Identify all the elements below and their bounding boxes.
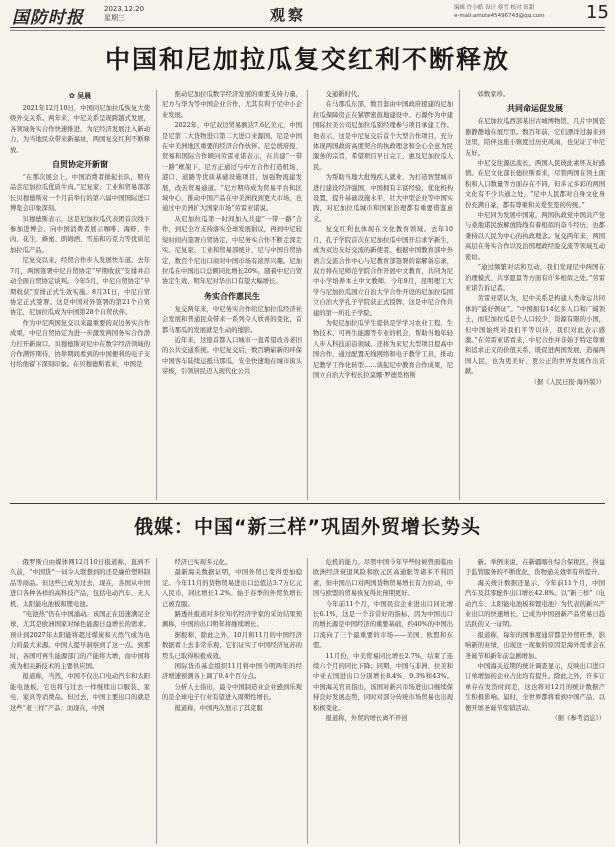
- paragraph: 俄罗斯自由媒体网12月10日报道称，直到不久前，“中国货”一词令人联想到的还是廉价塑料制品等商品。但这些已成为过去，现在，各国从中国进口各种各样的高科技产品，包括电动汽车、无人机、太阳能电池板和锂电池。: [10, 559, 150, 608]
- paragraph: 贝穆德斯表示，这是尼加拉瓜代表团首次线下参加进博会，向中国消费者展示咖啡、海虾、牛肉、花生、蜂蜜、朗姆酒、雪茄和巧克力等优质尼加拉瓜产品。: [10, 215, 150, 254]
- paragraph: 推动尼加拉瓜数字经济发展的重要支持力量，尼方与华为等中国企业合作，尤其有利于尼中小企业发展。: [162, 91, 302, 119]
- editor-credits: [454, 4, 574, 20]
- column-divider: [156, 90, 157, 500]
- subheading: 务实合作惠民生: [204, 291, 260, 301]
- article1-headline: 中国和尼加拉瓜复交红利不断释放: [104, 45, 510, 74]
- editor-email: e-mail:amote45496743@qq.com: [454, 13, 545, 19]
- paragraph: 从尼加拉瓜第一时间加入共建“一带一路”合作，到尼全方支持落实全球发展倡议，再到中尼较短时间内签署自贸协定，中尼务实合作不断走深走实。尼复家、工业和贸易部统计，尼与中国自贸协定，数百个尼出口商对中国市场有浓厚兴趣。尼加拉瓜在中国出口总额同比增长20%，随着中尼自贸协定生效，明年尼对华出口有望大幅增长。: [162, 215, 302, 286]
- paragraph: 海关统计数据还显示，今年前11个月，中国汽车及其零配件出口增长42.8%。以“新三样”（电动汽车、太阳能电池板和锂电池）为代表的新兴产业出口的快速增长，已成为中国创新产品贸易日趋活跃的又一证明。: [465, 579, 605, 629]
- article1-column-1: [10, 90, 150, 500]
- subheading: 共同命运促发展: [507, 104, 563, 114]
- article1-author: ✿ 吴晨: [68, 92, 92, 100]
- paragraph: 新。举例来说，在新疆喀什综合保税区，得益于监管服务的不断优化，货物通关效率有所提升。: [465, 559, 605, 577]
- paragraph: 复交红利也体现在文化教育领域。去年10月，孔子学院首次在尼加拉瓜中国开启求学新生，成为双边友好交流的新使者。根据中国教育部中外语言交流合作中心与尼教育部签署的谅解备忘录，双方将在尼师范学院合作开展中文教育，共同为尼中小学培养本土中文教师。今年9月，昆明理工大学与尼加拉瓜国立自治大学合作开设的尼加拉瓜国立自治大学孔子学院获正式授牌，这是中尼合作共建的第一所孔子学院。: [313, 226, 453, 317]
- source-credit: （据《人民日报·海外版》）: [530, 378, 605, 386]
- article2-column-1: [10, 558, 150, 844]
- paragraph: 报道称，当然，中国不仅出口电动汽车和太阳能电池板，它也将与过去一样继续出口服装、家电、家具等消费品。但过去，中国主要出口的就是这些“老三样”产品；而现在，中国: [10, 673, 150, 712]
- paragraph: 据报称，除此之外，10月和11月的中国经济数据看上去非常乐观，它们证实了中国经济复苏的势头已取得积极成效。: [162, 631, 302, 660]
- paragraph: “电池热”仍在中国涌动。该国正在迅速满足全球，尤其是欧洲国家对绿色能源日益增长的需求。预计到2027年太阳能将超过煤炭和天然气成为电力的最大来源。中国人提早洞察到了这一点。到那时，各国可再生能源部门的产能将大增，而中国将成为相关新技术的主要供应国。: [10, 611, 150, 671]
- paragraph: 作为中尼两国复交以来最重要的双边务实合作成果，中尼自贸协定为进一步激发两国务实合作潜力打开新窗口。贝穆德斯对尼中在数字经济领域的合作满怀期待，协举期间看到的中国便利的电子支付给他留下深刻印象。在贝穆德斯看来，中国是: [10, 319, 150, 369]
- paragraph: 报道称，外贸的增长离不开创: [325, 715, 408, 723]
- paragraph: 危机的能力。尽管中国今年早些时候曾面临由欧洲经济衰退风险和欧元区高通胀等诸多不利因素，但中国出口对两国货物贸易增长有力拉动，中国与欧盟的贸易恢复得比预期更好。: [313, 559, 453, 598]
- paragraph: 如数家珍。: [477, 91, 510, 98]
- article2-column-4: [465, 558, 605, 844]
- page-number: 15: [586, 2, 609, 23]
- article1-column-4: [465, 90, 605, 500]
- paragraph: 在尼加拉瓜西部某旧古城博物馆，几片中国瓷器静静地在展厅里。数百年前，它们漂洋过海来到这里，陪伴这座小镇度过历史风雨，也见证了中尼友好。: [465, 118, 605, 157]
- paragraph: 最新海关数据证明，中国外贸已变得更加稳定。今年11月的货物贸易进出口总值达3.7万亿元人民币，同比增长1.2%。始于春季的外贸负增长已被克服。: [162, 569, 302, 608]
- paragraph: 中国海关近期的统计调查显示，反映出口进口订单增加的企业占比均有提升。除此之外，许多订单存在发货时间差，这也将对12月的统计数据产生积极影响。届时，全世界都将看到中国产品，以便开展圣诞节促销活动。: [465, 663, 605, 712]
- article2-column-2: [162, 558, 302, 844]
- header-rule: [10, 27, 605, 28]
- paragraph: “通过频繁对话和互动，我们发现尼中两国在治理模式、共享愿景等方面有许多相似之处。”劳雷亚诺告诉记者。: [465, 264, 605, 292]
- article2-headline: 俄媒：中国“新三样”巩固外贸增长势头: [134, 516, 481, 538]
- paragraph: 复交两年来，中尼务实合作给尼加拉瓜经济社会发展和普通民众带来一系列令人欣喜的变化，首都马那瓜的发展就是生动的缩影。: [162, 305, 302, 334]
- column-divider: [307, 558, 308, 844]
- masthead: 国防时报: [12, 8, 84, 28]
- article-separator: [10, 503, 605, 504]
- date: 2023.12.20: [104, 5, 145, 13]
- paragraph: 为促尼加拉瓜学生提供是学学习农业工程、生物技术、可再生能源等专业的机会，帮助当地年轻人步入科技前沿领域。还将为来尼大型项目提高中国合作，通过配置无线网络和电子教学工具，推动尼教学工作化转型……谈起尼中教育合作成果，尼国立自治大学校长拉莫娜·罗德里格斯: [313, 319, 453, 379]
- paragraph: 劳雷亚诺认为，尼中关系是构建人类命运共同体的“最好例证”。“中国拥有14亿多人口和广阔领土，而尼加拉瓜是个人口较少、资源有限的小国，但中国始终对我们平等以待，我们对此表示感激。”在劳雷亚诺看来，中尼合作并非始于特定尊重和追求正义的价值关系，既促进两国发展，造福两国人民，也为更美好、更公正的世界发展作出贡献。: [465, 295, 605, 376]
- paragraph: 11月份，中美贸易同比增长2.7%，结束了连续六个月的同比下降；同期，中国与非洲、拉美和中亚五国进出口分别增长8.4%、9.3%和43%。中国海关官员指出，该国对新兴市场进出口继续保持良好发展态势，同时对部分传统市场贸易也出现积极变化。: [313, 652, 453, 712]
- article1-column-2: [162, 90, 302, 500]
- article2-column-3: [313, 558, 453, 844]
- header-rule-thin: [10, 30, 605, 31]
- paragraph: 交通新时代。: [325, 91, 364, 98]
- source-credit: （据《参考消息》）: [551, 715, 605, 723]
- paragraph: 今年前11个月，中国民营企业进出口同比增长6.1%，这是一个非常好的指标，因为中国出口的增长源是中国经济的重要基础，约40%的中国出口流向了三个最重要的市场——美国、欧盟和东盟。: [313, 600, 453, 650]
- paragraph: 为帮助当地大批残疾人就业，为打造智慧城市进行建设经济强国，中国拥有丰富经验，优化机构设置，提升基础设施水平，壮大中型企业等中国实践，对尼加拉瓜城市和国家治理都有重要借鉴意义。: [313, 174, 453, 223]
- paragraph: 报道称，每年的国事度通常都是外贸旺季，影响新的业绩，出现这一现象的原因是海外需求会在圣诞节和新年前急剧增加。: [465, 631, 605, 660]
- subheading: 自贸协定开新窗: [52, 160, 108, 170]
- paragraph: 在马那瓜东部，数百套由中国政府援建的尼加拉瓜保障房正在紧锣密鼓地建设中。石源作为中建国际拉美公司尼加拉瓜别经理参与项目承建工作。他表示，这是中尼复交后首个大型合作项目，充分体现两国政府高度契合的执政理念和全心全意为民服务的宗旨，希望项目早日完工，惠及尼加拉瓜人民。: [313, 101, 453, 171]
- paragraph: 中尼同为发展中国家，两国执政党中国共产党与桑地诺民族解放阵线有着相似的奋斗经历，也都秉持以人民为中心的执政理念。复交两年来，两国高层在务实合作以及治国理政经验交流等领域互动密切。: [465, 212, 605, 261]
- column-divider: [307, 90, 308, 500]
- paragraph: 分析人士指出，最令中国制造业企业感到乐观的是全球电子行业有望进入周期性增长。: [162, 683, 302, 702]
- paragraph: 中尼交往源远流长，两国人民彼此素怀友好感情。在尼文化部长德拉斯看来，尽管两国在领土面积和人口数量等方面存在不同，但多元多彩的两国文化有不少共通之处，“尼中人民都对自身文化身份充满自豪，都有尊重和关爱至坚的传统。”: [465, 160, 605, 209]
- paragraph: 尼复交以来，经贸合作步入发展快车道。去年7月，两国签署中尼自贸协定“早期收获”安排并启动全面自贸协定谈判。今年5月，中尼自贸协定“早期收获”安排正式生效实施。8月31日，中尼自贸协定正式签署。这是中国对外签署的第21个自贸协定，尼加拉瓜成为中国第28个自贸伙伴。: [10, 257, 150, 317]
- weekday: 星期三: [104, 14, 125, 22]
- author-icon: ✿: [68, 92, 78, 100]
- paragraph: 国际货币基金组织11月将中国今明两年的经济增速预测各上调了0.4个百分点。: [162, 663, 302, 681]
- article1-column-3: [313, 90, 453, 500]
- page-header: [0, 0, 615, 28]
- issue-date: [104, 5, 144, 23]
- paragraph: “在那次展会上，中国消费者排起长队，期待品尝尼加拉瓜优质牛肉。”尼复家、工业和贸易部部长贝穆德斯对一个月前举行的第六届中国国际进口博览会印象深刻。: [10, 174, 150, 213]
- paragraph: 2022年，中尼双边贸易额达7.6亿美元，中国是尼第二大货物进口第二大进口来源国，尼是中国在中美洲地区重要的经济合作伙伴。尼总统府报、贸易和国际合作顾问劳雷亚诺表示，在共建“一带一路”框架下，尼方正通过与中方合作打造机场、港口、道路等优质基础设施项目，加强物流建发展，改善贸易通道。“尼方期待成为贸易平台和区域中心，推动中国产品在中美洲找到更大市场，也通过中美洲扩大国家市场”劳雷亚诺说。: [162, 122, 302, 213]
- paragraph: 路透社报道对多位知名经济学家的采访结果预测称，中国的出口明年将继续增长。: [162, 611, 302, 629]
- paragraph: 报道称，中国再次展示了其克服: [174, 704, 263, 712]
- editor-names: 编辑 许小皓 设计 蔡雪 校对 田甜: [454, 5, 535, 11]
- paragraph: 近年来，这座首都入口城市一直希望改善老旧的公共交通系统。中尼复交后，数百辆崭新的环保中国客车陆续运抵马那瓜，安全快速地在城市街头穿梭，引领居民迈入现代化公共: [162, 336, 302, 376]
- column-divider: [156, 558, 157, 844]
- section-title: 观察: [270, 6, 307, 24]
- column-divider: [459, 90, 460, 500]
- column-divider: [459, 558, 460, 844]
- paragraph: 经济已实现多元化。: [174, 559, 232, 566]
- paragraph: 2021年12月10日，中国同尼加拉瓜恢复大使级外交关系。两年来，中尼关系呈现跨越式发展，各领域务实合作快速推进，为尼经济发展注入新动力，为当地民众带来新福祉，两国复交红利不断释放。: [10, 105, 150, 154]
